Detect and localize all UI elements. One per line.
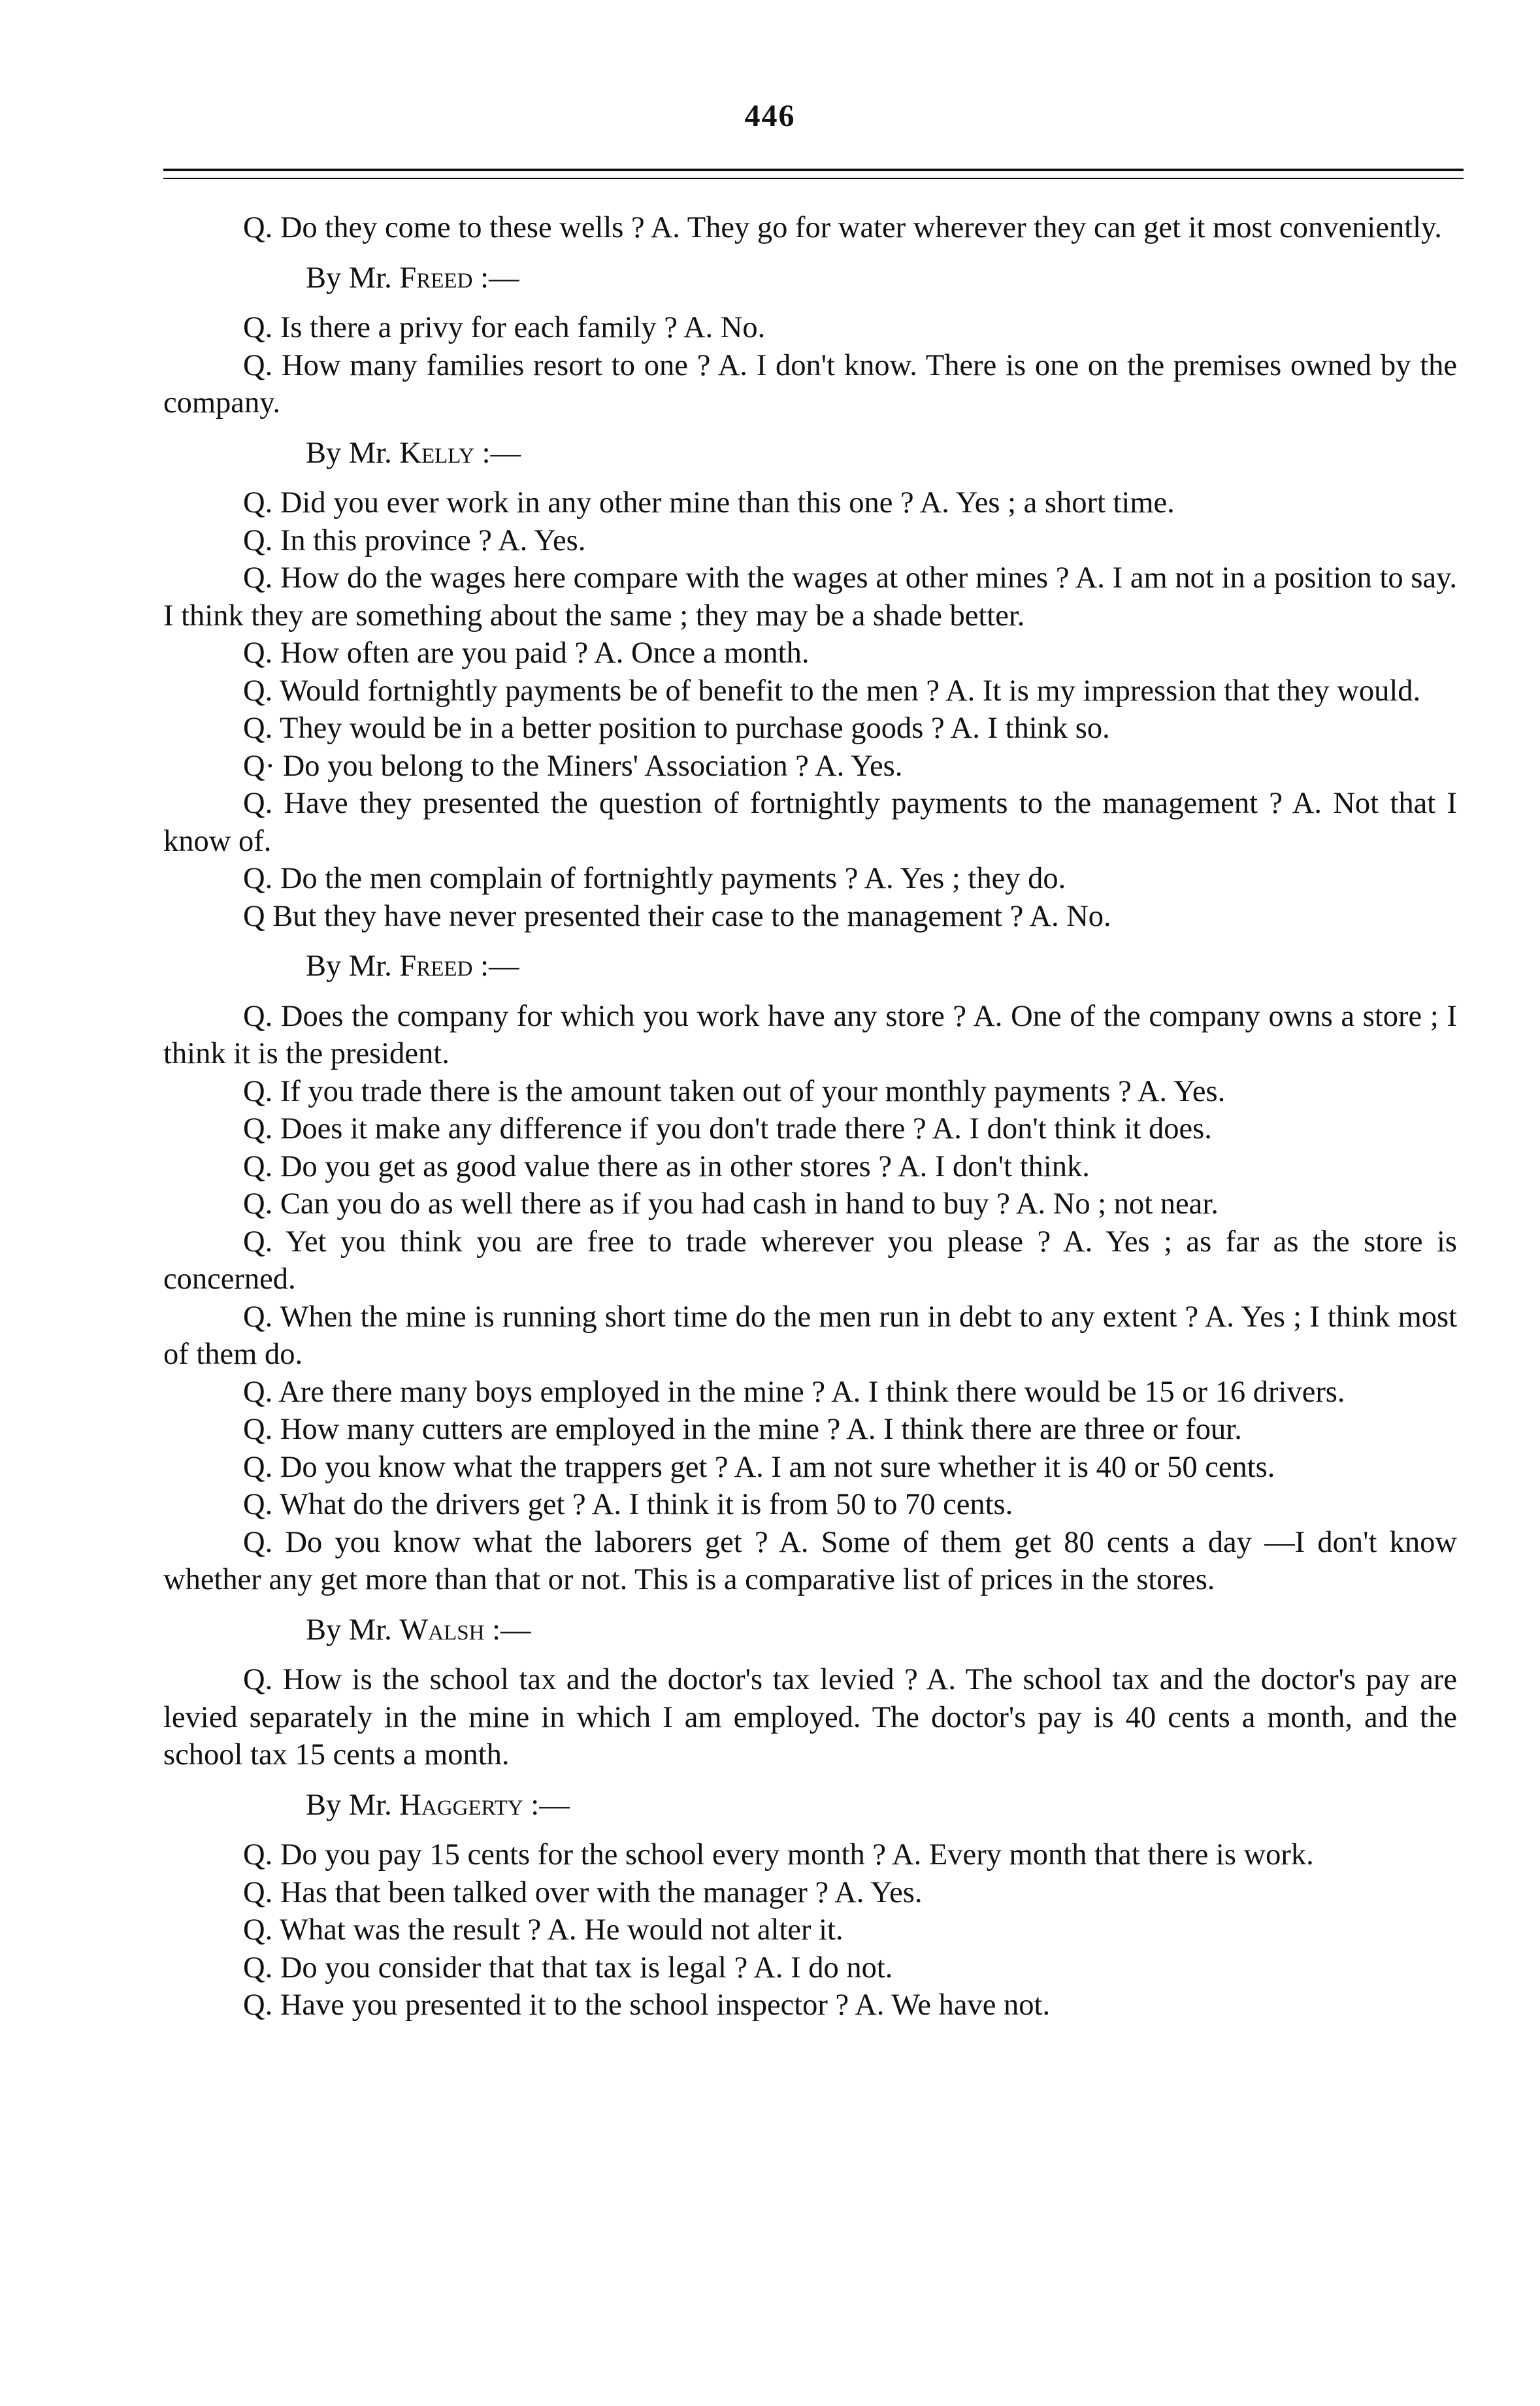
qa-paragraph: Q. How often are you paid ? A. Once a month. [243,636,810,670]
qa-paragraph: Q. Do you know what the laborers get ? A. Some of them get 80 cents a day —I don't know whether any get more than that or not. This is a comparative list of prices in the stores. [163,1525,1457,1596]
speaker-heading [163,259,1457,297]
speaker-name: Freed [399,261,473,295]
speaker-heading [163,1787,1457,1824]
qa-paragraph: Q. Can you do as well there as if you had cash in hand to buy ? A. No ; not near. [243,1187,1219,1221]
speaker-prefix: By Mr. [306,949,392,983]
page-number: 446 [744,99,796,133]
qa-paragraph: Q. Does the company for which you work have any store ? A. One of the company owns a store ; I think it is the president. [163,999,1457,1070]
qa-paragraph: Q. Do you pay 15 cents for the school every month ? A. Every month that there is work. [243,1838,1314,1871]
qa-paragraph: Q. In this province ? A. Yes. [243,523,586,557]
speaker-prefix: By Mr. [306,1788,392,1822]
qa-paragraph: Q. Do you get as good value there as in other stores ? A. I don't think. [243,1149,1090,1183]
spacer [392,261,400,295]
qa-paragraph: Q. How is the school tax and the doctor's tax levied ? A. The school tax and the doctor's pay are levied separately in the mine in which I am employed. The doctor's pay is 40 cents a month, and the school tax 15 cents a month. [163,1663,1457,1772]
qa-paragraph: Q. If you trade there is the amount taken out of your monthly payments ? A. Yes. [243,1074,1226,1108]
speaker-heading [163,948,1457,985]
qa-paragraph: Q. Are there many boys employed in the mine ? A. I think there would be 15 or 16 drivers. [243,1375,1345,1409]
speaker-suffix: :— [523,1788,570,1822]
qa-paragraph: Q. Has that been talked over with the manager ? A. Yes. [243,1875,923,1909]
spacer [392,437,400,470]
speaker-suffix: :— [484,1613,531,1647]
qa-paragraph: Q. They would be in a better position to purchase goods ? A. I think so. [243,712,1110,745]
header-rule [163,169,1464,171]
qa-paragraph: Q. Do you know what the trappers get ? A. I am not sure whether it is 40 or 50 cents. [243,1450,1275,1484]
qa-paragraph: Q. Did you ever work in any other mine than this one ? A. Yes ; a short time. [243,486,1175,519]
speaker-name: Walsh [399,1613,485,1647]
qa-paragraph: Q. Have you presented it to the school inspector ? A. We have not. [243,1988,1051,2022]
qa-paragraph: Q. Do you consider that that tax is legal ? A. I do not. [243,1951,893,1985]
speaker-prefix: By Mr. [306,261,392,295]
qa-paragraph: Q. Have they presented the question of fortnightly payments to the management ? A. Not that I know of. [163,787,1457,858]
speaker-suffix: :— [472,261,519,295]
spacer [392,1613,400,1647]
spacer [392,1788,400,1822]
speaker-heading [163,1611,1457,1649]
speaker-suffix: :— [474,436,521,470]
speaker-prefix: By Mr. [306,436,392,470]
speaker-suffix: :— [472,949,519,983]
qa-paragraph: Q But they have never presented their case to the management ? A. No. [243,899,1111,933]
qa-paragraph: Q. How do the wages here compare with the wages at other mines ? A. I am not in a position to say. I think they are something about the same ; they may be a shade better. [163,561,1457,633]
speaker-name: Haggerty [399,1788,523,1822]
qa-paragraph: Q. Is there a privy for each family ? A. No. [243,311,766,344]
header-rule-thin [163,178,1464,179]
qa-paragraph: Q. When the mine is running short time do the men run in debt to any extent ? A. Yes ; I think most of them do. [163,1300,1457,1371]
speaker-name: Kelly [399,436,474,470]
speaker-heading [163,435,1457,472]
testimony-body [163,209,1457,2024]
qa-paragraph: Q. What was the result ? A. He would not alter it. [243,1913,844,1947]
qa-paragraph: Q. Do the men complain of fortnightly payments ? A. Yes ; they do. [243,862,1066,895]
qa-paragraph: Q. Does it make any difference if you don't trade there ? A. I don't think it does. [243,1112,1212,1145]
qa-paragraph: Q. Would fortnightly payments be of benefit to the men ? A. It is my impression that they would. [243,674,1421,708]
qa-paragraph: Q. What do the drivers get ? A. I think it is from 50 to 70 cents. [243,1488,1013,1521]
qa-paragraph: Q. Do they come to these wells ? A. They go for water wherever they can get it most conveniently. [243,211,1442,244]
qa-paragraph: Q· Do you belong to the Miners' Association ? A. Yes. [243,749,903,783]
speaker-name: Freed [399,949,473,983]
qa-paragraph: Q. Yet you think you are free to trade wherever you please ? A. Yes ; as far as the store is concerned. [163,1225,1457,1296]
qa-paragraph: Q. How many cutters are employed in the mine ? A. I think there are three or four. [243,1413,1242,1446]
qa-paragraph: Q. How many families resort to one ? A. I don't know. There is one on the premises owned by the company. [163,348,1457,420]
spacer [392,949,400,983]
speaker-prefix: By Mr. [306,1613,392,1647]
